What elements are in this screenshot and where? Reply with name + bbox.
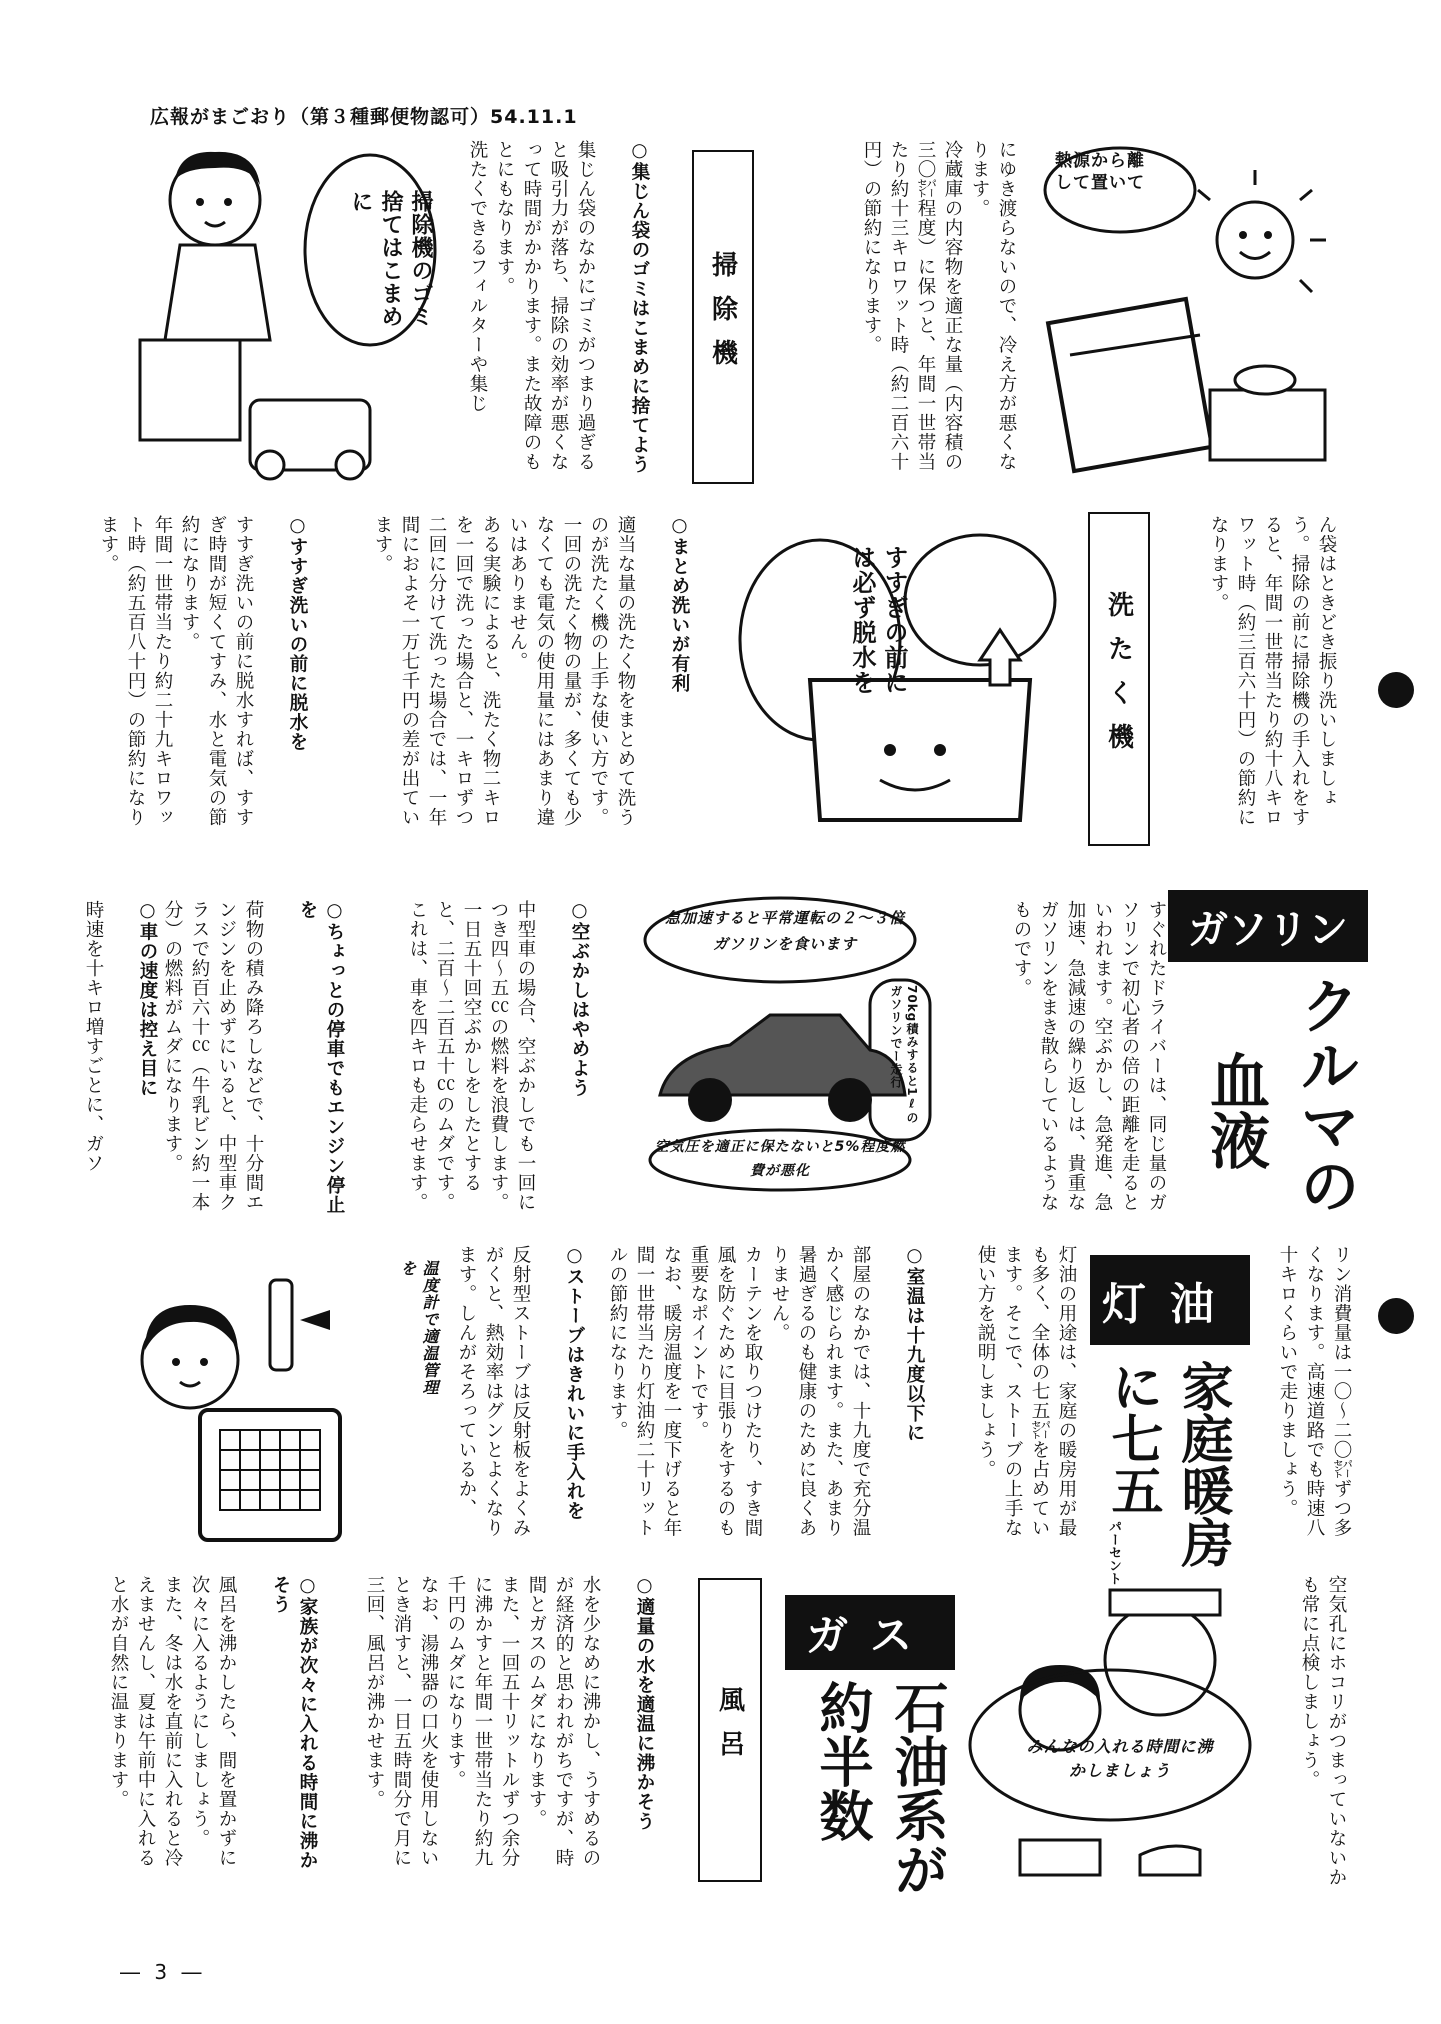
gasoline-heading-3: ○車の速度は控え目に [137,900,158,1098]
kerosene-headline-2: に七五 [1102,1360,1162,1516]
gasoline-heading-1: ○空ぶかしはやめよう [569,900,590,1098]
washer-text-1: 適当な量の洗たく物をまとめて洗うのが洗たく機の上手な使い方です。 一回の洗たく物の量が、多くても少なくても電気の使用量にはあまり違いはありません。 ある実験によると、洗たく物二キロを一回で洗った場合と、一キロずつ二回に分けて洗った場合では、一年間におよそ一万七千円の差が出ています。 [372,515,636,827]
bath-body-2 [108,1575,348,1875]
bath-text-2: 風呂を沸かしたら、間を置かずに次々に入るようにしましょう。 また、冬は水を直前に入れると冷えませんし、夏は午前中に入れると水が自然に温まります。 [108,1575,237,1868]
gasoline-body-1 [380,900,620,1220]
kerosene-headline-1: 家庭暖房 [1172,1360,1232,1568]
gasoline-text-1: 中型車の場合、空ぶかしでも一回につき四〜五㏄の燃料を浪費します。一日五十回空ぶかしをしたとすると、二百〜二百五十㏄のムダです。これは、車を四キロも走らせます。 [407,900,536,1212]
kerosene-heading-2: ○ストーブはきれいに手入れを [564,1245,585,1521]
gasoline-banner: ガソリン [1168,890,1368,962]
stove-bubble-text: 温度計で適温管理を [398,1260,439,1396]
cleaner-body [450,140,680,490]
margin-bullet-2 [1378,1298,1414,1334]
washer-heading-1: ○まとめ洗いが有利 [669,515,690,693]
gas-headline-2: 約半数 [811,1680,874,1842]
car-bubble-3: 70kg積みすると1ℓのガソリンでー走行 [889,985,919,1125]
cleaner-text-cont: ん袋はときどき振り洗いしましょう。掃除の前に掃除機の手入れをすると、年間一世帯当たり約十八キロワット時（約三百六十円）の節約になります。 [1208,515,1337,827]
gasoline-text-2: 荷物の積み降ろしなどで、十分間エンジンを止めずにいると、中型車クラスで約百六十㏄（牛乳ビン約一本分）の燃料がムダになります。 [162,900,264,1212]
kerosene-headline-unit: パーセント [1106,1520,1121,1585]
family-illustration [970,1550,1270,1880]
kerosene-banner: 灯油 [1090,1255,1250,1345]
car-bubble-1: 急加速すると平常運転の２〜３倍ガソリンを食います [664,909,905,953]
kerosene-body-2 [450,1245,615,1545]
gas-banner: ガス [785,1595,955,1670]
kerosene-text-cont: 空気孔にホコリがつまっていないかも常に点検しましょう。 [1299,1575,1347,1887]
kerosene-heading-1: ○室温は十九度以下に [904,1245,925,1443]
bath-body-1 [350,1575,685,1875]
bath-text-1: 水を少なめに沸かし、うすめるのが経済的と思われがちですが、時間とガスのムダになります。 また、一回五十リットルずつ余分に沸かすと年間一世帯当たり約九千円のムダになります。 なお、湯沸器の口火を使用しないとき消すと、一日五時間分で月に三回、風呂が沸かせます。 [364,1575,601,1868]
fridge-bubble-text: 熱源から離して置いて [1055,151,1145,193]
gasoline-body-2 [162,900,375,1220]
washer-bubble-text: すすぎの前には必ず脱水を [848,545,908,695]
washer-text-2: すすぎ洗いの前に脱水すれば、すすぎ時間が短くてすみ、水と電気の節約になります。 年間一世帯当たり約二十九キロワット時（約五百八十円）の節約になります。 [98,515,254,827]
kerosene-body-1 [607,1245,955,1545]
kerosene-text-2: 反射型ストーブは反射板をよくみがくと、熱効率はグンとよくなります。しんがそろっているか、 [456,1245,531,1538]
washer-body-2 [98,515,338,845]
bath-heading-1: ○適量の水を適温に沸かそう [634,1575,655,1831]
kerosene-intro: 灯油の用途は、家庭の暖房用が最も多く、全体の七五㌫を占めています。そこで、ストーブの上手な使い方を説明しましょう。 [975,1245,1077,1538]
car-bubble-2: 空気圧を適正に保たないと5%程度燃費が悪化 [654,1139,906,1179]
margin-bullet-1 [1378,672,1414,708]
family-bubble-text: みんなの入れる時間に沸かしましょう [1026,1737,1214,1780]
cleaner-heading: ○集じん袋のゴミはこまめに捨てよう [629,140,650,474]
washer-body-1 [350,515,720,845]
bath-label: 風呂 [698,1578,762,1882]
gas-headline-1: 石油系が [886,1680,949,1896]
gasoline-headline-2: 血液 [1200,1050,1270,1170]
cleaner-text: 集じん袋のなかにゴミがつまり過ぎると吸引力が落ち、掃除の効率が悪くなって時間がかかります。また故障のもとにもなります。 洗たくできるフィルターや集じ [467,140,596,472]
gasoline-headline-1: クルマの [1290,975,1360,1215]
gasoline-intro: すぐれたドライバーは、同じ量のガソリンで初心者の倍の距離を走るといわれます。空ぶかし、急発進、急加速、急減速の繰り返しは、貴重なガソリンをまき散らしているようなものです。 [1011,900,1167,1212]
newsletter-header: 広報がまごおり（第３種郵便物認可）54.11.1 [150,106,578,128]
page-number: ― 3 ― [120,1960,206,1984]
bath-heading-2: ○家族が次々に入れる時間に沸かそう [270,1575,318,1870]
washer-label: 洗たく機 [1088,512,1150,846]
cleaner-label: 掃除機 [692,150,754,484]
kerosene-text-1: 部屋のなかでは、十九度で充分温かく感じられます。また、あまり暑過ぎるのも健康のために良くありません。 カーテンを取りつけたり、すき間風を防ぐために目張りをするのも重要なポイントです。 なお、暖房温度を一度下げると年間一世帯当たり灯油約二十リットルの節約になります。 [607,1245,871,1538]
gasoline-text-cont: リン消費量は一〇〜二〇㌫ずつ多くなります。高速道路でも時速八十キロくらいで走りましょう。 [1277,1245,1352,1538]
gasoline-heading-2: ○ちょっとの停車でもエンジン停止を [297,900,345,1215]
gasoline-body-3 [83,900,188,1220]
washer-heading-2: ○すすぎ洗いの前に脱水を [287,515,308,752]
gasoline-text-3: 時速を十キロ増すごとに、ガソ [83,900,104,1173]
fridge-text: にゆき渡らないので、冷え方が悪くなります。 冷蔵庫の内容物を適正な量（内容積の三〇㌫程度）に保つと、年間一世帯当たり約十三キロワット時（約二百六十円）の節約になります。 [861,140,1017,472]
vacuum-bubble-text: 掃除機のゴミ捨てはこまめに [348,190,433,328]
